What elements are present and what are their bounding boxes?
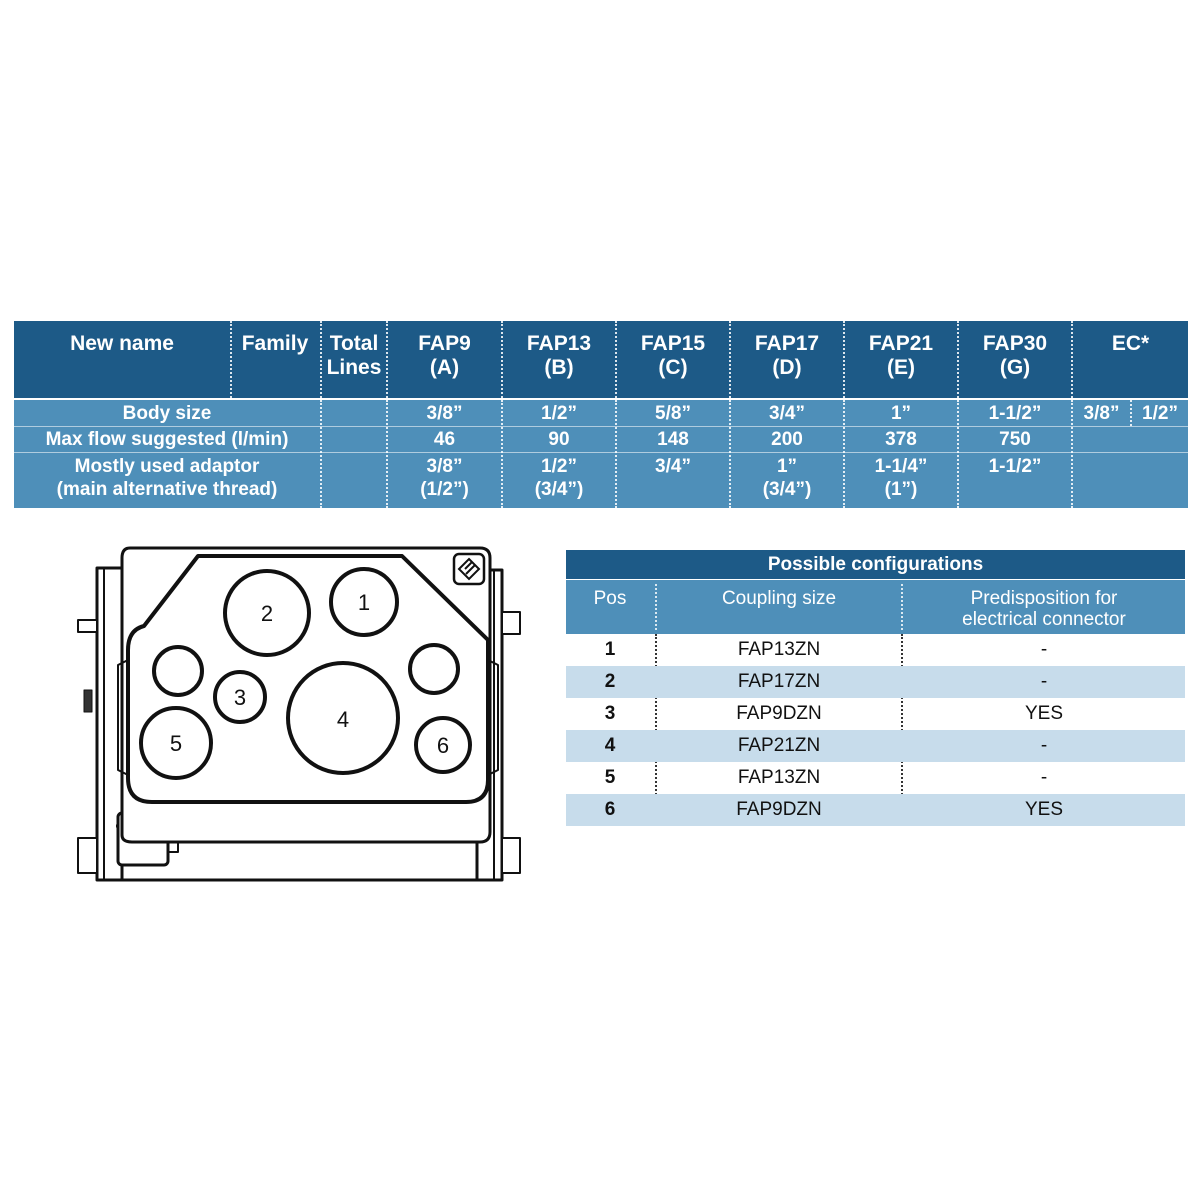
table-row <box>566 634 1185 666</box>
max-flow-fap13: 90 <box>548 429 570 450</box>
header-fap21 <box>845 332 957 380</box>
adaptor-fap17 <box>731 455 843 501</box>
header-family: Family <box>241 332 309 355</box>
row-connector: - <box>1040 767 1048 788</box>
blank-port-right <box>410 645 458 693</box>
header-total-lines <box>322 332 386 380</box>
header-fap9 <box>388 332 501 380</box>
configurations-table <box>566 550 1185 826</box>
header-ec: EC* <box>1111 332 1150 355</box>
port-2-label: 2 <box>260 601 274 626</box>
row-connector: YES <box>1024 703 1064 724</box>
header-fap17-name: FAP17 <box>754 332 820 355</box>
port-1 <box>331 569 397 635</box>
header-total-lines-line-1: Total <box>329 332 379 355</box>
blank-port-left <box>154 647 202 695</box>
row-pos: 5 <box>604 767 616 788</box>
multi-coupling-plate-drawing <box>70 540 540 890</box>
header-fap30-code: (G) <box>999 356 1031 379</box>
header-pos: Pos <box>593 588 627 609</box>
header-fap21-code: (E) <box>887 356 915 379</box>
header-fap15-code: (C) <box>658 356 688 379</box>
row-coupling: FAP9DZN <box>736 799 822 820</box>
row-pos: 2 <box>604 671 616 692</box>
body-size-fap15: 5/8” <box>655 403 691 424</box>
spec-table-header <box>14 321 1188 398</box>
row-adaptor-label <box>14 455 320 501</box>
row-pos: 3 <box>604 703 616 724</box>
adaptor-fap30 <box>959 455 1071 478</box>
port-6 <box>416 718 470 772</box>
row-connector: - <box>1040 671 1048 692</box>
adaptor-fap13 <box>503 455 615 501</box>
configurations-rows <box>566 634 1185 826</box>
port-5-label: 5 <box>169 731 183 756</box>
row-pos: 4 <box>604 735 616 756</box>
body-size-ec-2: 1/2” <box>1142 403 1178 424</box>
row-coupling: FAP17ZN <box>737 671 821 692</box>
header-coupling-size: Coupling size <box>721 588 837 609</box>
header-predisposition-line-2: electrical connector <box>962 609 1126 630</box>
port-6-label: 6 <box>436 733 450 758</box>
table-row <box>566 794 1185 826</box>
port-3 <box>215 672 265 722</box>
row-connector: - <box>1040 735 1048 756</box>
body-size-fap30: 1-1/2” <box>988 403 1042 424</box>
max-flow-fap21: 378 <box>885 429 917 450</box>
header-fap13 <box>503 332 615 380</box>
configurations-title: Possible configurations <box>566 550 1185 579</box>
table-row <box>566 666 1185 698</box>
row-pos: 1 <box>604 639 616 660</box>
header-fap30 <box>959 332 1071 380</box>
adaptor-fap30-main: 1-1/2” <box>988 456 1042 477</box>
max-flow-fap30: 750 <box>999 429 1031 450</box>
header-fap15 <box>617 332 729 380</box>
body-size-fap13: 1/2” <box>541 403 577 424</box>
header-predisposition <box>903 588 1185 630</box>
row-pos: 6 <box>604 799 616 820</box>
adaptor-fap17-alt: (3/4”) <box>762 479 812 500</box>
configurations-header <box>566 580 1185 634</box>
header-fap17-code: (D) <box>772 356 802 379</box>
header-fap13-code: (B) <box>544 356 574 379</box>
adaptor-fap21 <box>845 455 957 501</box>
header-fap17 <box>731 332 843 380</box>
port-2 <box>225 571 309 655</box>
header-predisposition-line-1: Predisposition for <box>970 588 1118 609</box>
adaptor-fap21-main: 1-1/4” <box>874 456 928 477</box>
row-connector: YES <box>1024 799 1064 820</box>
adaptor-fap13-alt: (3/4”) <box>534 479 584 500</box>
table-row <box>566 730 1185 762</box>
row-adaptor-label-line-1: Mostly used adaptor <box>74 456 260 477</box>
adaptor-fap9-main: 3/8” <box>426 456 463 477</box>
row-coupling: FAP9DZN <box>736 703 822 724</box>
body-size-fap21: 1” <box>890 403 912 424</box>
row-body-size-label: Body size <box>122 403 212 424</box>
max-flow-fap15: 148 <box>657 429 689 450</box>
port-4-label: 4 <box>336 707 350 732</box>
table-row <box>566 698 1185 730</box>
header-total-lines-line-2: Lines <box>326 356 382 379</box>
header-fap15-name: FAP15 <box>640 332 706 355</box>
spec-table <box>14 321 1188 508</box>
header-fap30-name: FAP30 <box>982 332 1048 355</box>
table-row <box>566 762 1185 794</box>
port-5 <box>141 708 211 778</box>
adaptor-fap21-alt: (1”) <box>884 479 918 500</box>
adaptor-fap17-main: 1” <box>776 456 798 477</box>
spec-table-body <box>14 400 1188 508</box>
row-coupling: FAP13ZN <box>737 639 821 660</box>
max-flow-fap17: 200 <box>771 429 803 450</box>
header-new-name: New name <box>70 332 174 355</box>
plate-svg <box>70 540 540 890</box>
row-max-flow-label: Max flow suggested (l/min) <box>45 429 289 450</box>
row-connector: - <box>1040 639 1048 660</box>
port-1-label: 1 <box>357 590 371 615</box>
adaptor-fap9 <box>388 455 501 501</box>
adaptor-fap15 <box>617 455 729 478</box>
row-adaptor-label-line-2: (main alternative thread) <box>56 479 278 500</box>
header-fap9-code: (A) <box>429 356 460 379</box>
body-size-fap9: 3/8” <box>426 403 463 424</box>
header-fap21-name: FAP21 <box>868 332 934 355</box>
adaptor-fap13-main: 1/2” <box>541 456 577 477</box>
row-coupling: FAP13ZN <box>737 767 821 788</box>
header-fap13-name: FAP13 <box>526 332 592 355</box>
row-coupling: FAP21ZN <box>737 735 821 756</box>
body-size-fap17: 3/4” <box>769 403 805 424</box>
port-4 <box>288 663 398 773</box>
body-size-ec-1: 3/8” <box>1083 403 1120 424</box>
adaptor-fap15-main: 3/4” <box>655 456 691 477</box>
max-flow-fap9: 46 <box>433 429 456 450</box>
port-3-label: 3 <box>233 685 247 710</box>
header-fap9-name: FAP9 <box>418 332 471 355</box>
adaptor-fap9-alt: (1/2”) <box>420 479 469 500</box>
